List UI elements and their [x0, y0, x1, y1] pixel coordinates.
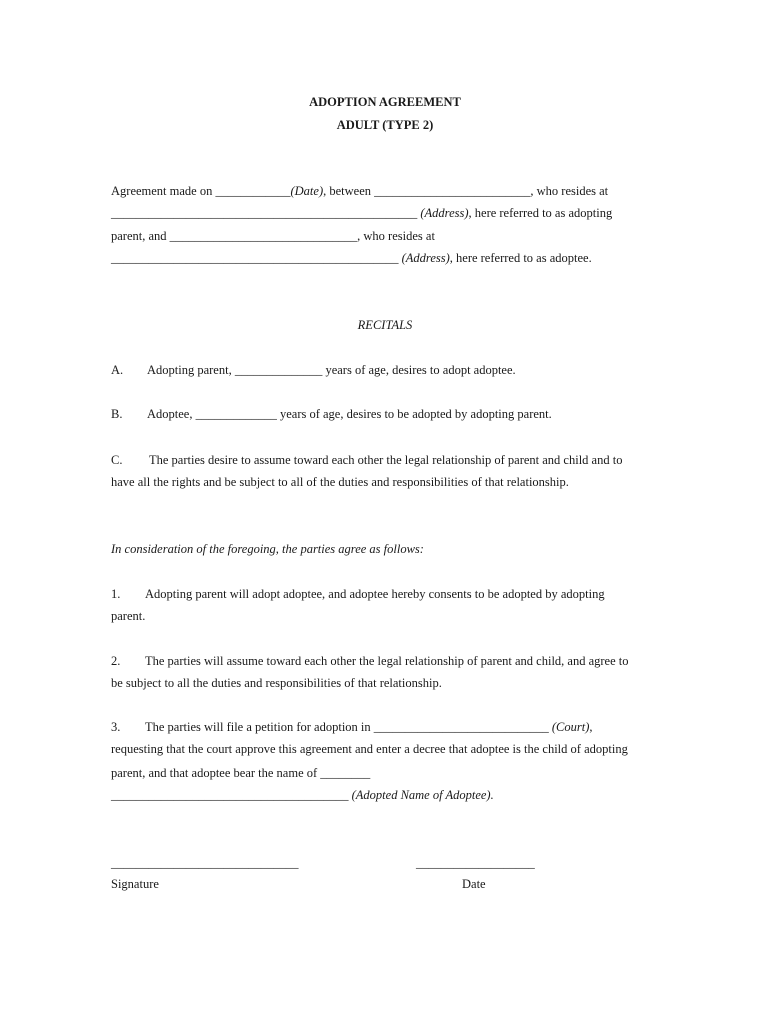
adopted-name-placeholder: (Adopted Name of Adoptee).: [351, 788, 494, 802]
term-1-cont: parent.: [111, 609, 146, 623]
address-placeholder: (Address): [420, 206, 469, 220]
term-label: 3.: [111, 720, 121, 734]
recital-label: C.: [111, 453, 123, 467]
court-placeholder: (Court): [551, 720, 590, 734]
term-text: ,: [589, 720, 593, 734]
date-placeholder: (Date): [290, 184, 324, 198]
term-text: ______________________________________: [111, 788, 352, 802]
intro-line-3: parent, and ______________________________, who resides at: [111, 229, 435, 243]
intro-line-1: [111, 183, 608, 199]
document-subtitle: ADULT (TYPE 2): [336, 118, 434, 132]
intro-text: , here referred to as adopting: [468, 206, 613, 220]
term-text: Adopting parent will adopt adoptee, and adoptee hereby consents to be adopted by adopting: [145, 587, 605, 601]
date-label: Date: [462, 877, 486, 891]
recital-label: B.: [111, 407, 123, 421]
intro-text: , here referred to as adoptee.: [449, 251, 592, 265]
term-2: [111, 653, 629, 669]
recital-text: Adopting parent, ______________ years of age, desires to adopt adoptee.: [147, 363, 516, 377]
intro-text: ______________________________________________: [111, 251, 402, 265]
term-1: [111, 586, 605, 602]
recital-a: [111, 362, 516, 378]
term-3: [111, 719, 593, 735]
recitals-heading: RECITALS: [357, 318, 413, 332]
term-label: 1.: [111, 587, 121, 601]
intro-text: Agreement made on ____________: [111, 184, 291, 198]
intro-text: _________________________________________________: [111, 206, 421, 220]
term-label: 2.: [111, 654, 121, 668]
intro-text: , between _________________________, who resides at: [323, 184, 609, 198]
signature-line: ______________________________: [111, 856, 299, 870]
term-3-cont-2: parent, and that adoptee bear the name of ________: [111, 766, 371, 780]
recital-text: Adoptee, _____________ years of age, desires to be adopted by adopting parent.: [147, 407, 552, 421]
signature-label: Signature: [111, 877, 159, 891]
term-3-cont-1: requesting that the court approve this agreement and enter a decree that adoptee is the child of adopting: [111, 742, 628, 756]
term-3-cont-3: [111, 787, 494, 803]
recital-c: [111, 452, 622, 468]
recital-label: A.: [111, 363, 124, 377]
recital-b: [111, 406, 552, 422]
consideration-clause: In consideration of the foregoing, the parties agree as follows:: [111, 542, 424, 556]
address-placeholder: (Address): [401, 251, 450, 265]
intro-line-2: [111, 205, 612, 221]
term-text: The parties will file a petition for adoption in ____________________________: [145, 720, 552, 734]
intro-line-4: [111, 250, 592, 266]
term-2-cont: be subject to all the duties and responsibilities of that relationship.: [111, 676, 442, 690]
term-text: The parties will assume toward each other the legal relationship of parent and child, and agree to: [145, 654, 629, 668]
date-line: ___________________: [416, 856, 535, 870]
recital-text: The parties desire to assume toward each other the legal relationship of parent and child and to: [149, 453, 623, 467]
document-title: ADOPTION AGREEMENT: [309, 95, 461, 109]
recital-c-cont: have all the rights and be subject to all of the duties and responsibilities of that relationship.: [111, 475, 569, 489]
